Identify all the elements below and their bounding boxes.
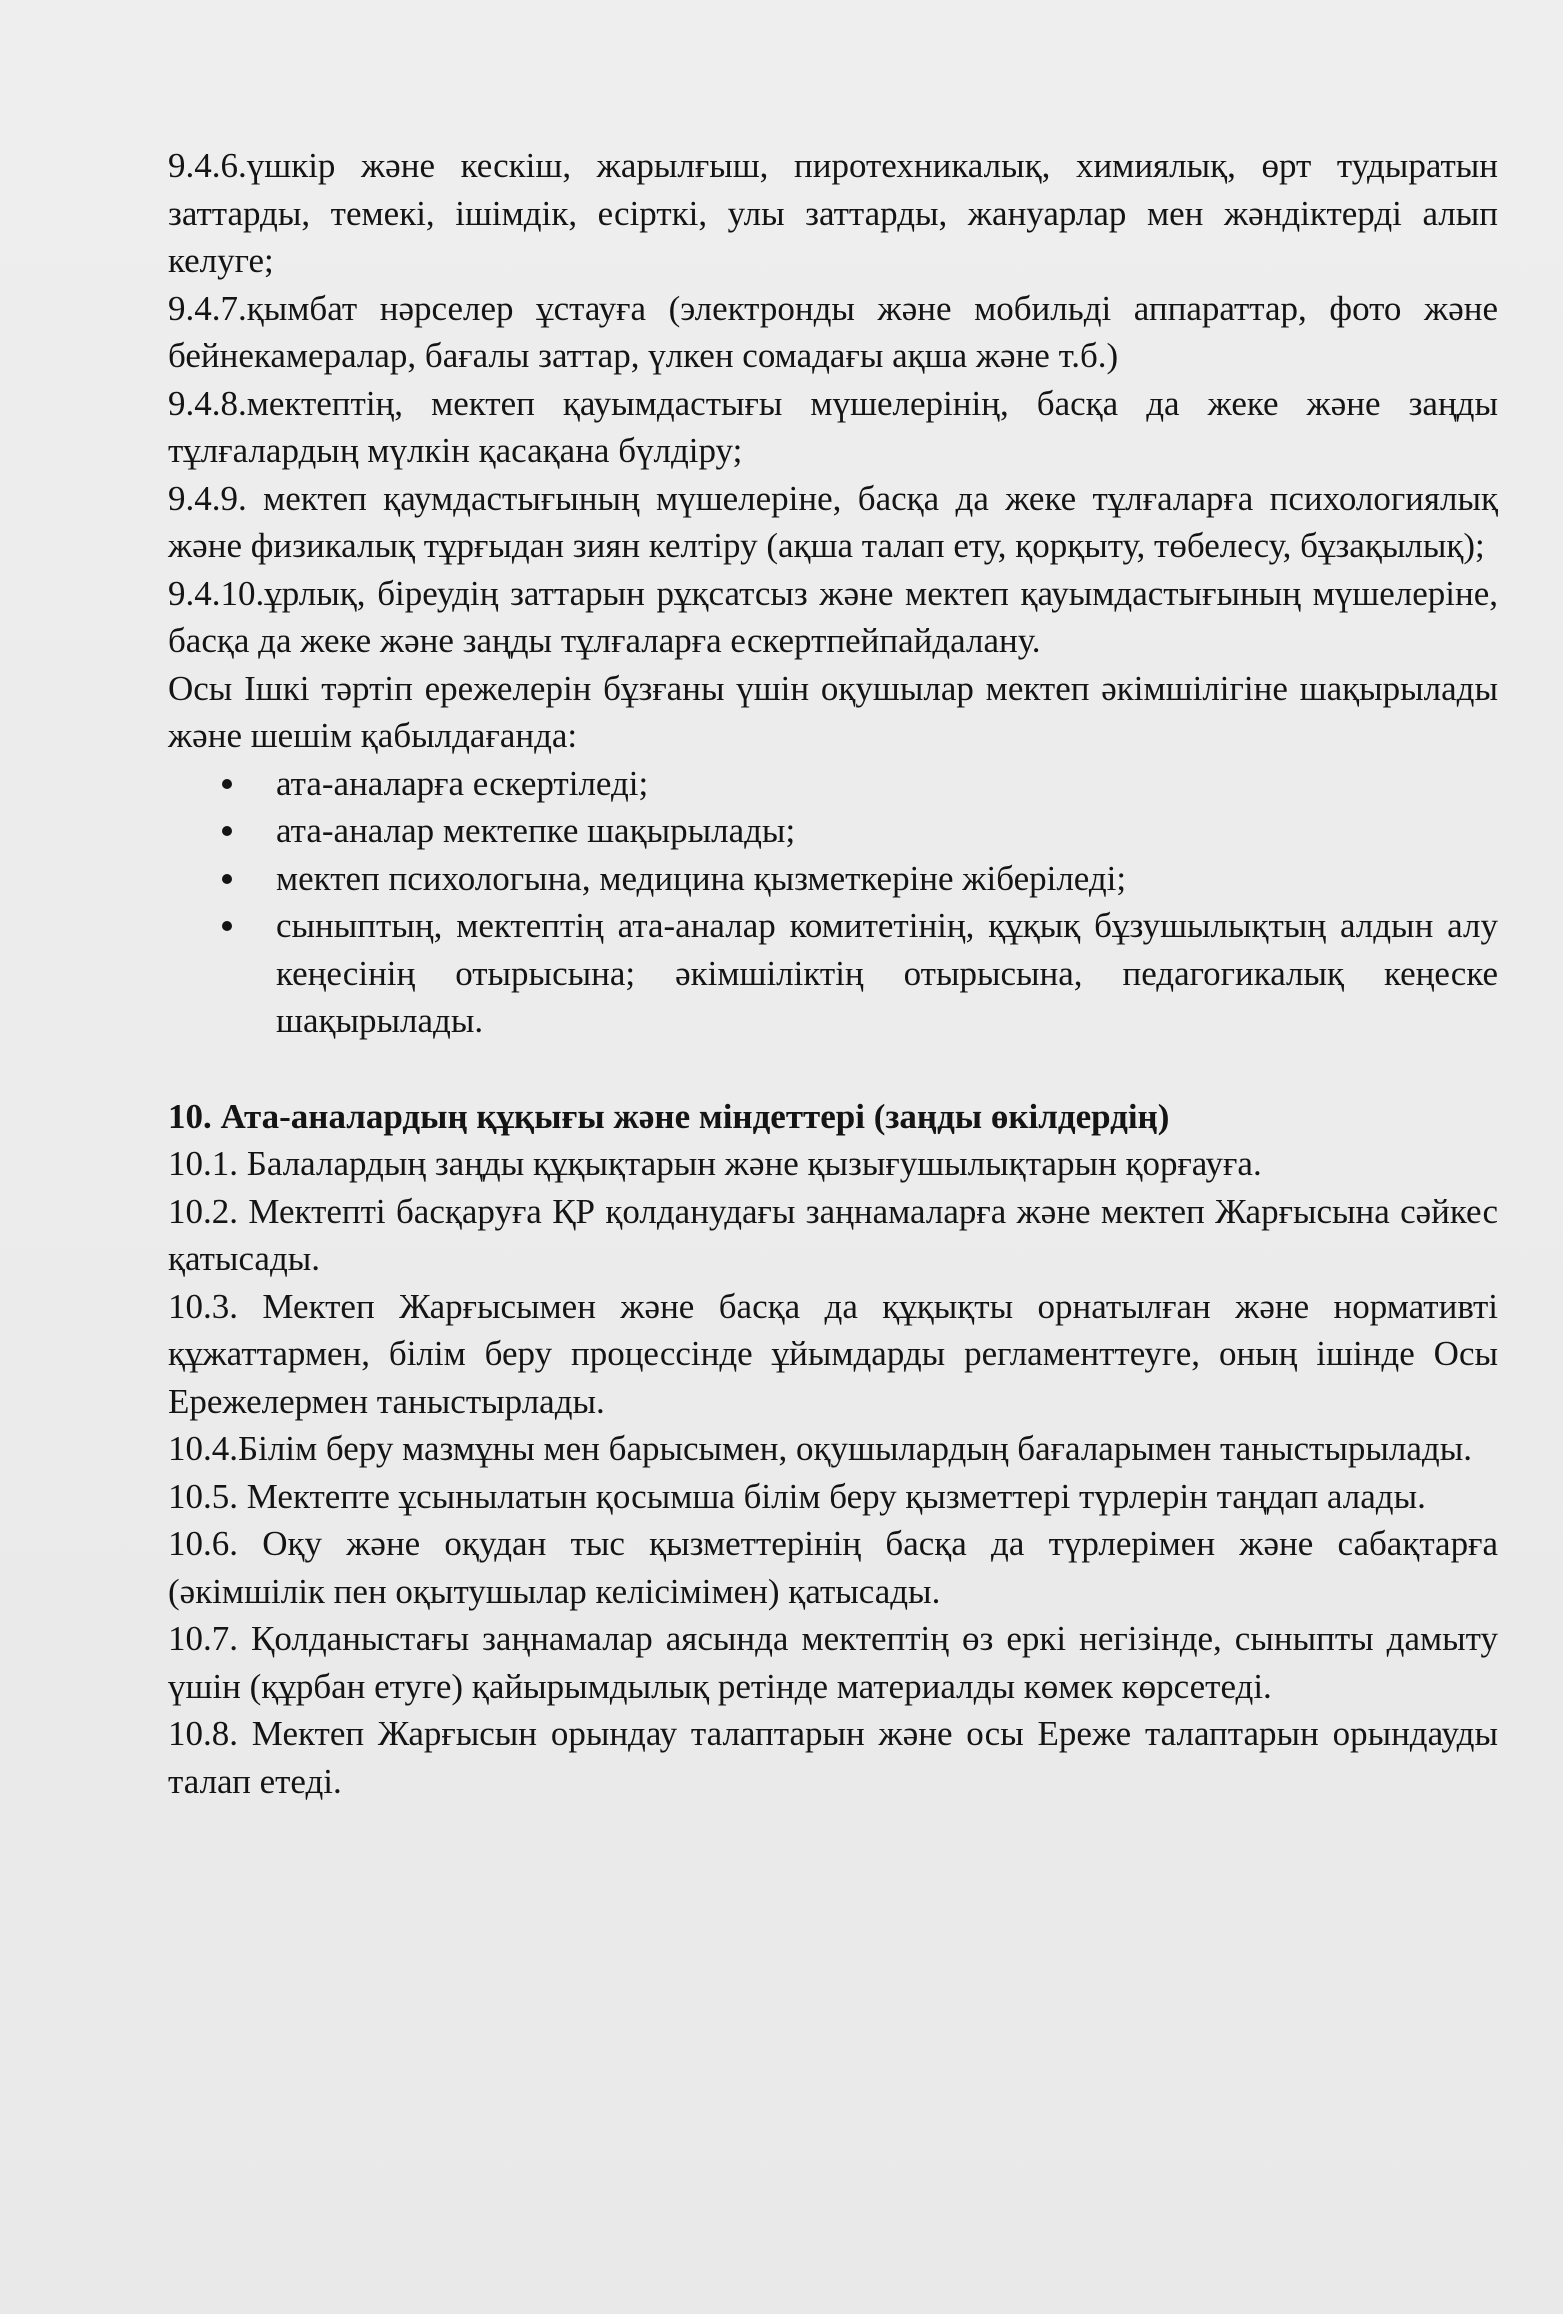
clause-10-7: 10.7. Қолданыстағы заңнамалар аясында мектептің өз еркі негізінде, сыныпты дамыту үшін (құрбан етуге) қайырымдылық ретінде материалды көмек көрсетеді. <box>168 1619 1498 1706</box>
clause-9-4-9: 9.4.9. мектеп қаумдастығының мүшелеріне, басқа да жеке тұлғаларға психологиялық және физикалық тұрғыдан зиян келтіру (ақша талап ету, қорқыту, төбелесу, бұзақылық); <box>168 478 1498 565</box>
list-item <box>276 760 1498 808</box>
bullet-icon <box>222 779 232 789</box>
violation-intro: Осы Ішкі тәртіп ережелерін бұзғаны үшін оқушылар мектеп әкімшілігіне шақырылады және шешім қабылдағанда: <box>168 668 1498 755</box>
clause-10-6: 10.6. Оқу және оқудан тыс қызметтерінің басқа да түрлерімен және сабақтарға (әкімшілік пен оқытушылар келісімімен) қатысады. <box>168 1524 1498 1611</box>
list-item-text: ата-аналар мектепке шақырылады; <box>276 811 796 850</box>
list-item <box>276 807 1498 855</box>
clause-9-4-8: 9.4.8.мектептің, мектеп қауымдастығы мүшелерінің, басқа да жеке және заңды тұлғалардың мүлкін қасақана бүлдіру; <box>168 383 1498 470</box>
page-content <box>168 142 1498 1805</box>
consequence-list <box>168 760 1498 1045</box>
list-item <box>276 902 1498 1045</box>
bullet-icon <box>222 826 232 836</box>
clause-10-4: 10.4.Білім беру мазмұны мен барысымен, оқушылардың бағаларымен таныстырылады. <box>168 1429 1472 1468</box>
clause-9-4-6: 9.4.6.үшкір және кескіш, жарылғыш, пиротехникалық, химиялық, өрт тудыратын заттарды, темекі, ішімдік, есірткі, улы заттарды, жануарлар мен жәндіктерді алып келуге; <box>168 146 1498 280</box>
clause-9-4-7: 9.4.7.қымбат нәрселер ұстауға (электронды және мобильді аппараттар, фото және бейнекамералар, бағалы заттар, үлкен сомадағы ақша және т.б.) <box>168 288 1498 375</box>
clause-10-2: 10.2. Мектепті басқаруға ҚР қолданудағы заңнамаларға және мектеп Жарғысына сәйкес қатысады. <box>168 1191 1498 1278</box>
list-item-text: мектеп психологына, медицина қызметкеріне жіберіледі; <box>276 858 1127 898</box>
clause-10-1: 10.1. Балалардың заңды құқықтарын және қызығушылықтарын қорғауға. <box>168 1144 1262 1183</box>
clause-10-8: 10.8. Мектеп Жарғысын орындау талаптарын және осы Ереже талаптарын орындауды талап етеді. <box>168 1714 1498 1801</box>
list-item <box>276 855 1498 903</box>
list-item-text: сыныптың, мектептің ата-аналар комитетінің, құқық бұзушылықтың алдын алу кеңесінің отырысына; әкімшіліктің отырысына, педагогикалық кеңеске шақырылады. <box>276 906 1498 1040</box>
clause-9-4-10: 9.4.10.ұрлық, біреудің заттарын рұқсатсыз және мектеп қауымдастығының мүшелеріне, басқа да жеке және заңды тұлғаларға ескертпейпайдалану. <box>168 573 1498 660</box>
clause-10-3: 10.3. Мектеп Жарғысымен және басқа да құқықты орнатылған және нормативті құжаттармен, білім беру процессінде ұйымдарды регламенттеуге, оның ішінде Осы Ережелермен таныстырлады. <box>168 1286 1498 1421</box>
section-10 <box>168 1093 1498 1806</box>
list-item-text: ата-аналарға ескертіледі; <box>276 763 649 803</box>
clause-10-5: 10.5. Мектепте ұсынылатын қосымша білім беру қызметтері түрлерін таңдап алады. <box>168 1476 1426 1516</box>
bullet-icon <box>222 921 232 931</box>
clause-9-4-list <box>168 142 1498 1045</box>
section-10-heading: 10. Ата-аналардың құқығы және міндеттері (заңды өкілдердің) <box>168 1096 1170 1136</box>
bullet-icon <box>222 874 232 884</box>
